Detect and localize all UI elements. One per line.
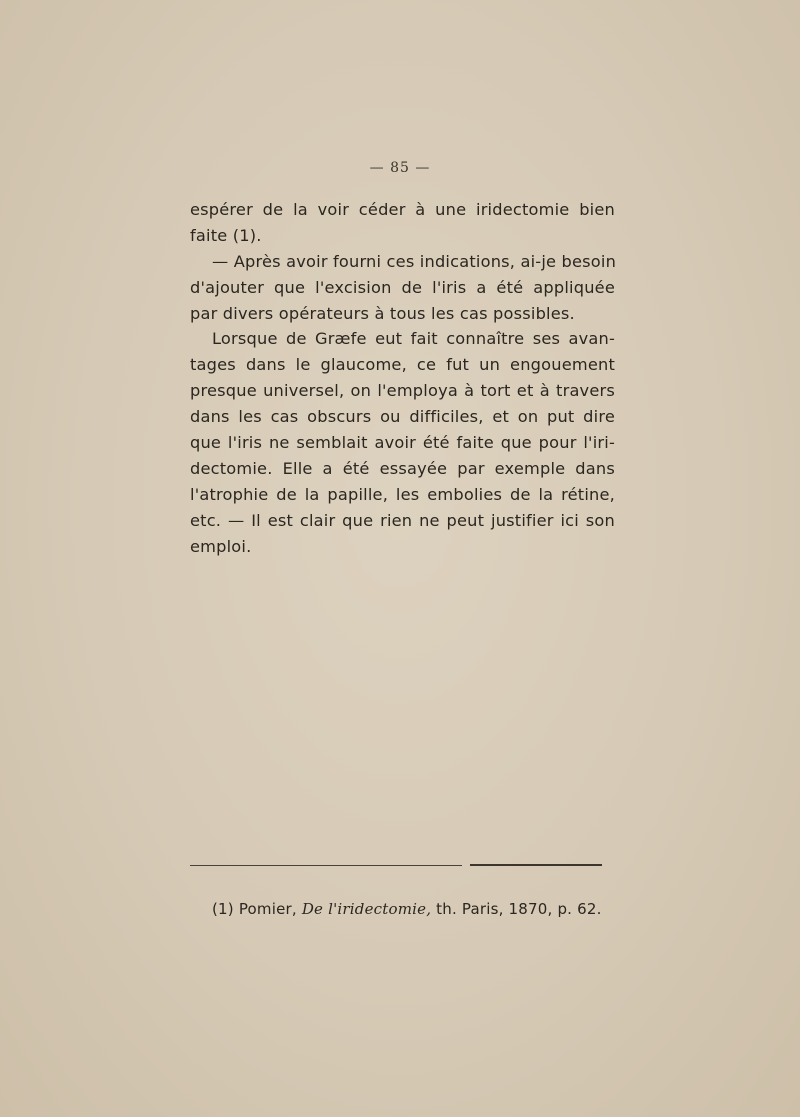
body-text — [190, 197, 615, 559]
text-line: d'ajouter que l'excision de l'iris a été appliquée — [190, 277, 615, 297]
text-line: presque universel, on l'employa à tort et à travers — [190, 381, 615, 401]
footnote-rule — [470, 864, 602, 866]
text-line: faite (1). — [190, 225, 262, 245]
text-line: par divers opérateurs à tous les cas possibles. — [190, 303, 575, 323]
text-line: espérer de la voir céder à une iridectomie bien — [190, 200, 615, 219]
text-line: Lorsque de Græfe eut fait connaître ses avan- — [212, 329, 615, 349]
text-line: emploi. — [190, 536, 252, 556]
footnote-number: (1) — [212, 900, 234, 918]
footnote-author: Pomier, — [238, 900, 297, 918]
text-line: etc. — Il est clair que rien ne peut justifier ici son — [190, 510, 615, 530]
text-line: l'atrophie de la papille, les embolies de la rétine, — [190, 484, 615, 504]
text-line: que l'iris ne semblait avoir été faite que pour l'iri- — [190, 433, 615, 453]
footnote-rule — [190, 865, 462, 866]
text-line: dectomie. Elle a été essayée par exemple dans — [190, 458, 615, 478]
text-line: dans les cas obscurs ou difficiles, et on put dire — [190, 407, 615, 427]
text-line: tages dans le glaucome, ce fut un engouement — [190, 355, 615, 375]
footnote — [212, 900, 602, 918]
page-number: — 85 — — [369, 160, 431, 176]
footnote-rest: th. Paris, 1870, p. 62. — [436, 900, 602, 918]
footnote-title: De l'iridectomie, — [301, 900, 432, 918]
text-line: — Après avoir fourni ces indications, ai-je besoin — [212, 251, 617, 271]
